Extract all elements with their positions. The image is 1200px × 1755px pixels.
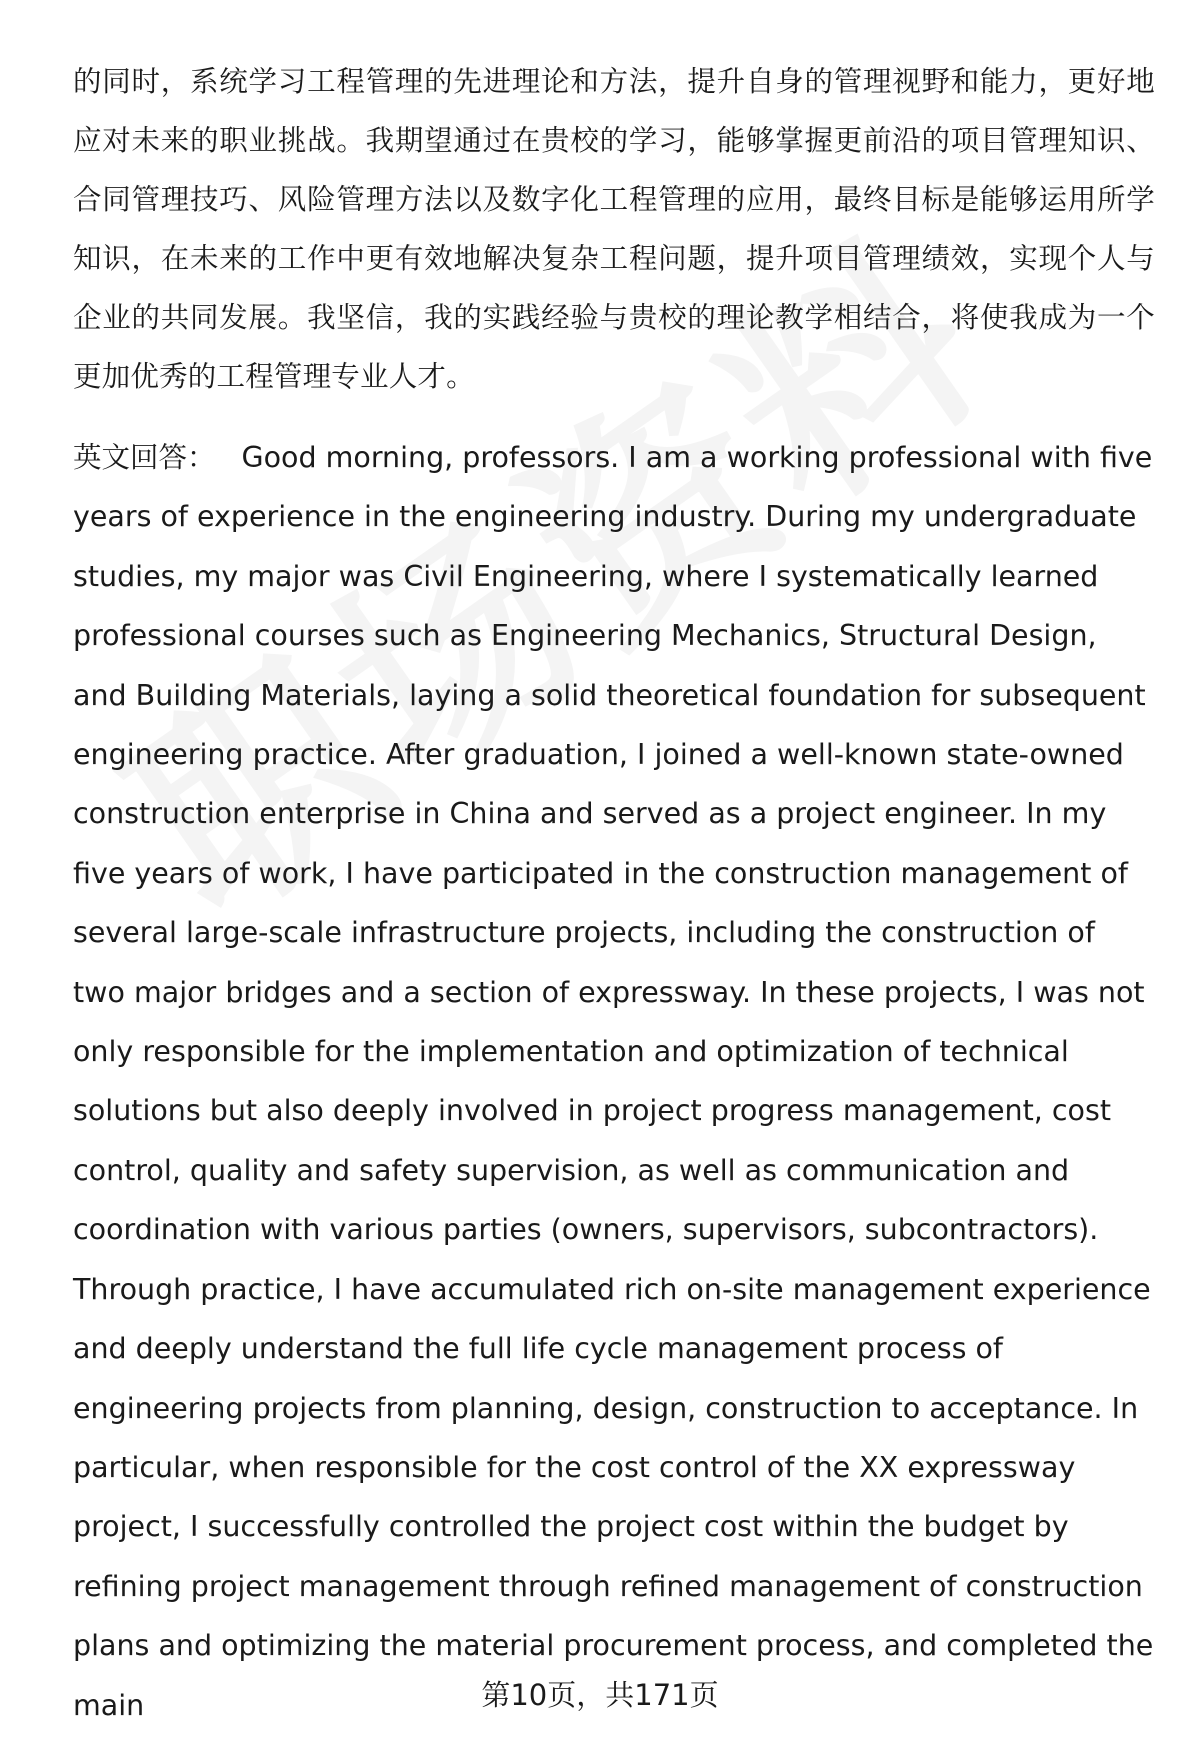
english-answer-text: Good morning, professors. I am a working professional with five years of experience in the engineering industry. During my undergraduate studies, my major was Civil Engineering, where I systematically learned professional courses such as Engineering Mechanics, Structural Design, and Building Materials, laying a solid theoretical foundation for subsequent engineering practice. After graduation, I joined a well-known state-owned construction enterprise in China and served as a project engineer. In my five years of work, I have participated in the construction management of several large-scale infrastructure projects, including the construction of two major bridges and a section of expressway. In these projects, I was not only responsible for the implementation and optimization of technical solutions but also deeply involved in project progress management, cost control, quality and safety supervision, as well as communication and coordination with various parties (owners, supervisors, subcontractors). Through practice, I have accumulated rich on-site management experience and deeply understand the full life cycle management process of engineering projects from planning, design, construction to acceptance. In particular, when responsible for the cost control of the XX expressway project, I successfully controlled the project cost within the budget by refining project management through refined management of construction plans and optimizing the material procurement process, and completed the main — [73, 441, 1154, 1722]
chinese-paragraph: 的同时，系统学习工程管理的先进理论和方法，提升自身的管理视野和能力，更好地应对未来的职业挑战。我期望通过在贵校的学习，能够掌握更前沿的项目管理知识、合同管理技巧、风险管理方法以及数字化工程管理的应用，最终目标是能够运用所学知识，在未来的工作中更有效地解决复杂工程问题，提升项目管理绩效，实现个人与企业的共同发展。我坚信，我的实践经验与贵校的理论教学相结合，将使我成为一个更加优秀的工程管理专业人才。 — [73, 65, 1155, 393]
page-number-footer: 第10页，共171页 — [481, 1678, 719, 1712]
page-content — [73, 52, 1155, 1735]
english-answer-label: 英文回答： — [73, 441, 216, 474]
english-answer-paragraph — [73, 428, 1155, 1735]
